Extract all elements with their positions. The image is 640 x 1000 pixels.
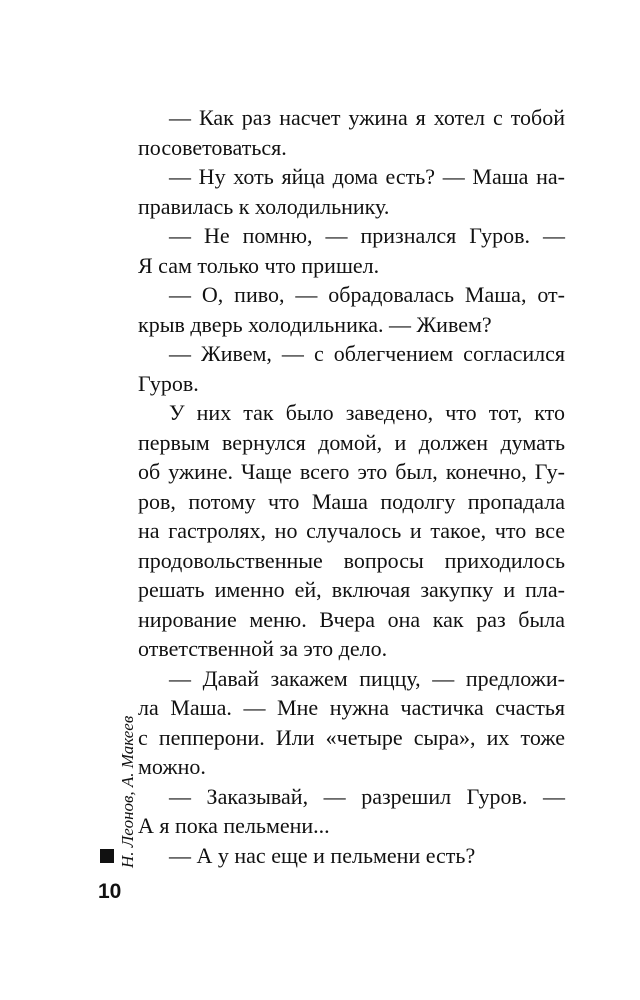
text-line: — О, пиво, — обрадовалась Маша, от- bbox=[169, 282, 565, 307]
text-line: крыв дверь холодильника. — Живем? bbox=[138, 311, 492, 337]
text-line: — А у нас еще и пельмени есть? bbox=[169, 842, 476, 868]
text-line: — Как раз насчет ужина я хотел с тобой bbox=[169, 105, 565, 130]
body-text bbox=[138, 103, 565, 870]
text-line: с пепперони. Или «четыре сыра», их тоже bbox=[138, 724, 565, 750]
page-number: 10 bbox=[98, 880, 122, 903]
text-line: первым вернулся домой, и должен думать bbox=[138, 429, 565, 455]
text-line: посоветоваться. bbox=[138, 134, 287, 160]
text-line: Я сам только что пришел. bbox=[138, 252, 380, 278]
text-line: ответственной за это дело. bbox=[138, 636, 388, 661]
text-line: — Не помню, — признался Гуров. — bbox=[169, 223, 565, 248]
text-line: — Ну хоть яйца дома есть? — Маша на- bbox=[169, 164, 565, 189]
square-marker-icon bbox=[100, 849, 114, 863]
text-line: правилась к холодильнику. bbox=[138, 193, 390, 219]
text-line: А я пока пельмени... bbox=[138, 813, 330, 838]
text-line: Гуров. bbox=[138, 370, 199, 396]
text-line: — Заказывай, — разрешил Гуров. — bbox=[169, 783, 565, 809]
text-line: решать именно ей, включая закупку и пла- bbox=[138, 577, 565, 602]
text-line: продовольственные вопросы приходилось bbox=[138, 547, 565, 573]
text-line: можно. bbox=[138, 754, 206, 779]
running-head-authors: Н. Леонов, А. Макеев bbox=[118, 715, 137, 868]
text-line: У них так было заведено, что тот, кто bbox=[169, 400, 565, 425]
text-line: ров, потому что Маша подолгу пропадала bbox=[138, 488, 565, 514]
text-line: ла Маша. — Мне нужна частичка счастья bbox=[138, 695, 565, 720]
text-line: — Давай закажем пиццу, — предложи- bbox=[169, 665, 565, 691]
text-line: — Живем, — с облегчением согласился bbox=[169, 341, 565, 366]
text-line: на гастролях, но случалось и такое, что все bbox=[138, 518, 565, 543]
text-line: об ужине. Чаще всего это был, конечно, Гу- bbox=[138, 459, 565, 484]
text-line: нирование меню. Вчера она как раз была bbox=[138, 606, 565, 632]
